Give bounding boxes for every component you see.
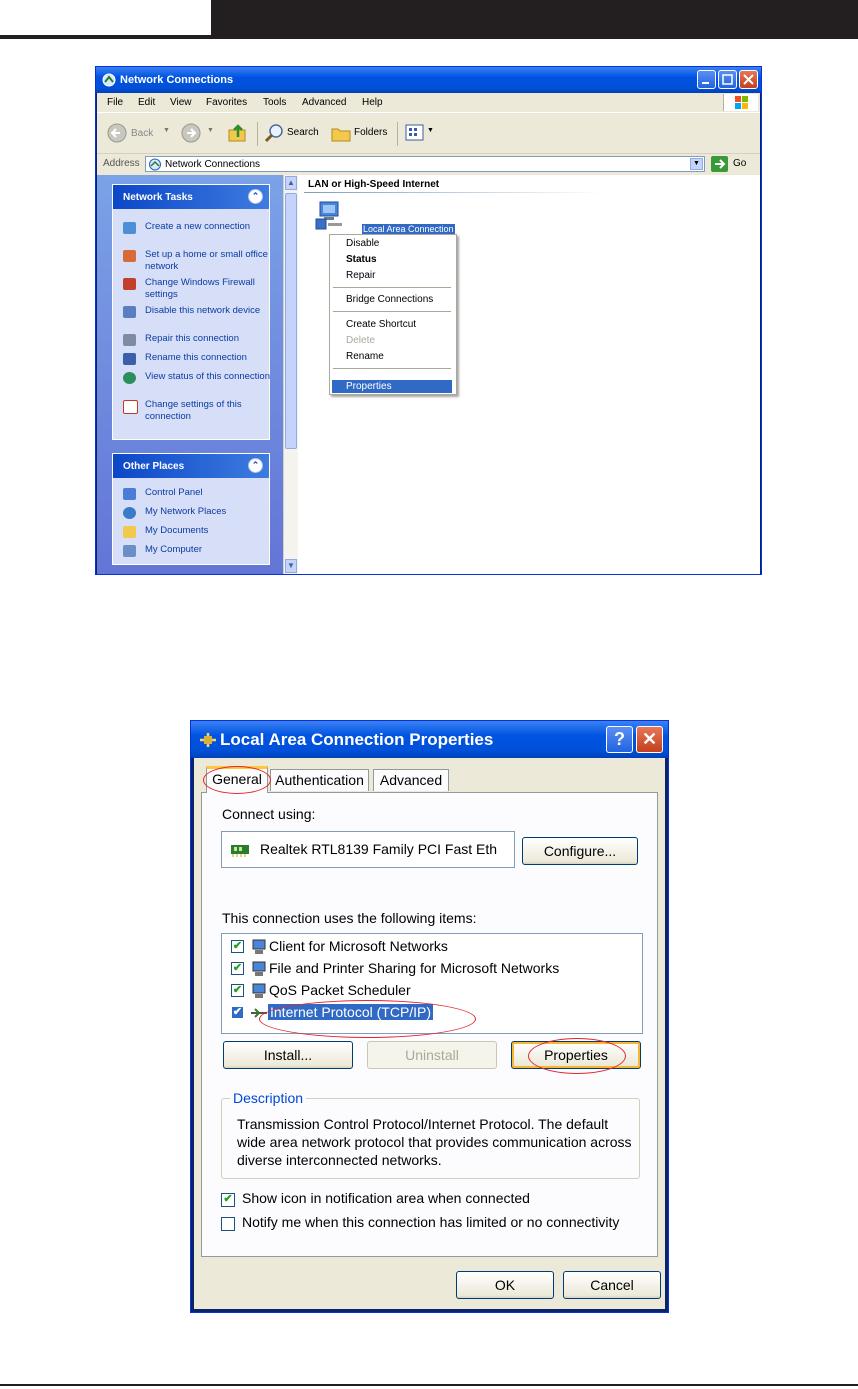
maximize-button[interactable] — [718, 70, 737, 89]
help-button[interactable] — [606, 726, 633, 753]
chevron-up-icon[interactable]: ⌃ — [248, 458, 263, 473]
checkbox-checked[interactable]: ✔ — [232, 940, 243, 952]
page-footer-rule — [0, 1384, 858, 1386]
general-tab-panel — [201, 792, 658, 1257]
menu-item-properties-label: Properties — [346, 381, 392, 392]
page-header-rule — [0, 36, 858, 39]
network-places-icon — [123, 507, 136, 519]
context-menu — [329, 234, 457, 395]
menu-item-create-shortcut[interactable]: Create Shortcut — [346, 319, 417, 330]
firewall-icon — [123, 278, 136, 290]
back-arrow-icon — [107, 123, 127, 143]
help-icon: ? — [614, 729, 625, 749]
other-places-title: Other Places — [123, 461, 185, 472]
tcp-ip-protocol-icon — [250, 1004, 268, 1022]
minimize-button[interactable] — [697, 70, 716, 89]
repair-wrench-icon — [123, 334, 136, 346]
uninstall-button: Uninstall — [367, 1041, 497, 1069]
menu-separator — [333, 368, 451, 369]
connections-content — [298, 175, 760, 574]
qos-scheduler-icon — [250, 982, 268, 1000]
windows-logo — [723, 94, 758, 111]
ok-button[interactable]: OK — [456, 1271, 554, 1299]
menu-bar — [97, 93, 760, 112]
close-button[interactable] — [739, 70, 758, 89]
home-network-icon — [123, 250, 136, 262]
cancel-button[interactable]: Cancel — [563, 1271, 661, 1299]
show-icon-label: Show icon in notification area when connected — [242, 1190, 530, 1206]
views-dropdown-icon: ▼ — [427, 127, 434, 134]
network-connections-icon — [102, 73, 116, 87]
menu-tools[interactable]: Tools — [263, 97, 287, 108]
address-label: Address — [103, 158, 140, 169]
description-group — [221, 1090, 640, 1179]
title-bar — [96, 67, 761, 93]
vertical-scrollbar[interactable] — [283, 175, 299, 574]
forward-button[interactable] — [181, 123, 201, 143]
description-text: Transmission Control Protocol/Internet Protocol. The default wide area network protocol that provides communication across diverse interconnected networks. — [237, 1116, 632, 1168]
my-computer-icon — [123, 545, 136, 557]
menu-separator — [333, 287, 451, 288]
tab-general-label: General — [212, 771, 262, 787]
close-icon: ✕ — [641, 729, 658, 749]
list-item[interactable]: ✔ File and Printer Sharing for Microsoft Networks — [232, 960, 560, 976]
address-bar — [97, 153, 760, 175]
install-button[interactable]: Install... — [223, 1041, 353, 1069]
checkbox-checked[interactable]: ✔ — [232, 1006, 243, 1018]
menu-item-properties[interactable] — [332, 380, 452, 393]
network-tasks-header[interactable] — [113, 185, 269, 209]
client-computer-icon — [250, 938, 268, 956]
page-header-tab — [0, 0, 211, 35]
go-button[interactable]: Go — [733, 158, 747, 169]
connect-using-label: Connect using: — [222, 806, 316, 822]
menu-item-repair[interactable]: Repair — [346, 270, 376, 281]
forward-dropdown-icon[interactable]: ▼ — [207, 127, 214, 134]
file-printer-sharing-icon — [250, 960, 268, 978]
close-icon — [740, 71, 757, 88]
my-documents-icon — [123, 526, 136, 538]
address-value: Network Connections — [165, 159, 261, 170]
tab-advanced[interactable] — [373, 769, 449, 791]
views-icon — [404, 122, 426, 144]
notify-checkbox[interactable] — [221, 1217, 235, 1231]
menu-separator — [333, 311, 451, 312]
menu-favorites[interactable]: Favorites — [206, 97, 248, 108]
back-dropdown-icon[interactable]: ▼ — [163, 127, 170, 134]
back-label: Back — [131, 128, 154, 139]
dialog-title: Local Area Connection Properties — [220, 730, 494, 749]
menu-item-delete: Delete — [346, 335, 375, 346]
list-item[interactable]: ✔ QoS Packet Scheduler — [232, 982, 411, 998]
tab-authentication[interactable] — [270, 769, 369, 791]
dialog-title-bar — [191, 721, 668, 758]
settings-checklist-icon — [123, 400, 138, 414]
network-adapter-icon — [231, 843, 251, 857]
disable-device-icon — [123, 306, 136, 318]
status-icon — [123, 372, 136, 384]
search-icon — [263, 122, 285, 144]
dialog-body — [194, 758, 665, 1309]
menu-item-status[interactable]: Status — [346, 254, 377, 265]
address-input[interactable] — [145, 156, 705, 172]
menu-item-bridge-connections[interactable]: Bridge Connections — [346, 294, 434, 305]
minimize-icon — [698, 71, 715, 88]
network-tasks-title: Network Tasks — [123, 192, 193, 203]
control-panel-icon — [123, 488, 136, 500]
up-folder-icon[interactable] — [227, 122, 249, 144]
search-label: Search — [287, 127, 319, 138]
scroll-up-icon[interactable]: ▲ — [285, 176, 297, 190]
maximize-icon — [719, 71, 736, 88]
local-area-connection-icon[interactable] — [314, 199, 344, 231]
close-button[interactable] — [636, 726, 663, 753]
group-divider — [304, 192, 604, 193]
menu-view[interactable]: View — [170, 97, 192, 108]
local-area-connection-label[interactable]: Local Area Connection — [363, 224, 454, 234]
scroll-down-icon[interactable]: ▼ — [285, 559, 297, 573]
network-connections-window — [95, 66, 762, 575]
checkbox-checked[interactable]: ✔ — [232, 984, 243, 996]
folders-icon — [330, 122, 352, 144]
list-item[interactable]: ✔ Client for Microsoft Networks — [232, 938, 448, 954]
folders-label: Folders — [354, 127, 388, 138]
menu-item-rename[interactable]: Rename — [346, 351, 384, 362]
adapter-field — [221, 831, 515, 868]
network-connections-small-icon — [148, 158, 162, 171]
configure-button[interactable]: Configure... — [522, 837, 638, 865]
group-title: LAN or High-Speed Internet — [308, 179, 440, 190]
address-dropdown-icon[interactable]: ▼ — [690, 158, 703, 170]
tab-advanced-label: Advanced — [379, 772, 443, 788]
other-places-panel: Other Places ⌃ Control Panel My Network Places My Documents My Computer — [112, 453, 270, 565]
notify-label: Notify me when this connection has limited or no connectivity — [242, 1214, 620, 1230]
network-tasks-panel: Network Tasks ⌃ Create a new connection Set up a home or small office network Change Windows Firewall settings Disable this network device Repair this connection Rename this connection View status of this connection Change settings of this connection — [112, 184, 270, 440]
local-area-connection-properties-dialog — [190, 720, 669, 1313]
adapter-name: Realtek RTL8139 Family PCI Fast Eth — [260, 841, 498, 857]
go-arrow-icon[interactable] — [711, 156, 728, 172]
chevron-up-icon[interactable]: ⌃ — [248, 189, 263, 204]
menu-file[interactable]: File — [107, 97, 124, 108]
scrollbar-thumb[interactable] — [285, 193, 297, 449]
toolbar — [97, 112, 760, 153]
tab-general[interactable] — [206, 766, 268, 793]
rename-icon — [123, 353, 136, 365]
window-title: Network Connections — [120, 74, 234, 86]
list-item-selected[interactable]: ✔ Internet Protocol (TCP/IP) — [232, 1004, 432, 1020]
menu-help[interactable]: Help — [362, 97, 383, 108]
menu-advanced[interactable]: Advanced — [302, 97, 347, 108]
task-pane — [97, 175, 283, 574]
views-button[interactable] — [404, 122, 440, 144]
show-icon-checkbox[interactable]: ✔ — [221, 1193, 235, 1207]
properties-button[interactable]: Properties — [511, 1041, 641, 1069]
new-connection-icon — [123, 222, 136, 234]
other-places-header[interactable] — [113, 454, 269, 478]
menu-item-disable[interactable]: Disable — [346, 238, 380, 249]
checkbox-checked[interactable]: ✔ — [232, 962, 243, 974]
windows-flag-icon — [724, 94, 758, 111]
menu-edit[interactable]: Edit — [138, 97, 156, 108]
items-label: This connection uses the following items: — [222, 910, 477, 926]
network-connection-icon — [198, 731, 218, 749]
tab-authentication-label: Authentication — [275, 772, 364, 788]
components-list — [221, 933, 643, 1034]
description-legend: Description — [230, 1090, 306, 1106]
